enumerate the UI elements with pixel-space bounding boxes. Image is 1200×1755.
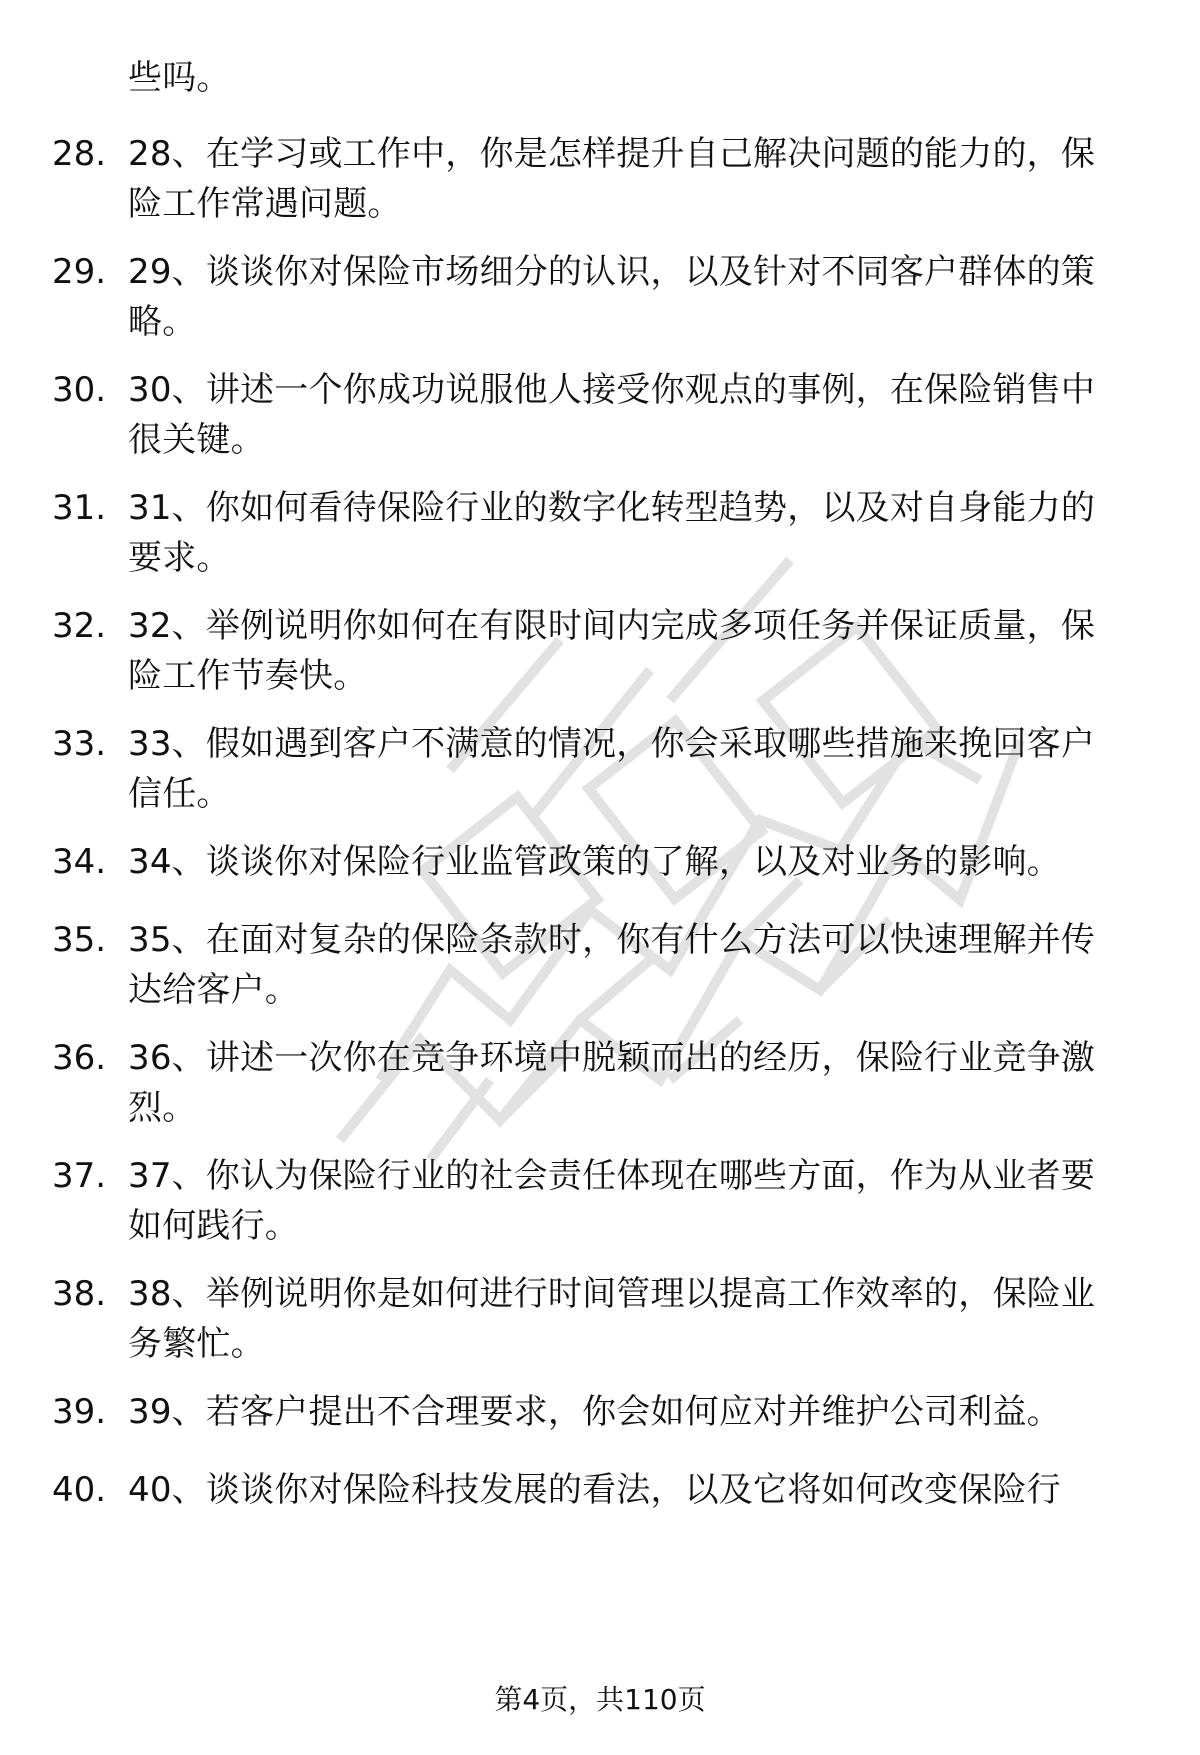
page-footer: 第4页，共110页 — [494, 1683, 706, 1716]
question-line: 38、举例说明你是如何进行时间管理以提高工作效率的，保险业 — [128, 1274, 1096, 1314]
question-number: 37. — [52, 1156, 107, 1196]
question-number: 33. — [52, 724, 107, 764]
question-line: 要求。 — [128, 538, 231, 578]
question-number: 29. — [52, 252, 107, 292]
question-number: 32. — [52, 606, 107, 646]
question-number: 31. — [52, 488, 107, 528]
question-line: 烈。 — [128, 1088, 197, 1128]
question-number: 35. — [52, 920, 107, 960]
question-line: 信任。 — [128, 774, 231, 814]
question-line: 险工作常遇问题。 — [128, 184, 402, 224]
question-line: 达给客户。 — [128, 970, 299, 1010]
question-line: 36、讲述一次你在竞争环境中脱颖而出的经历，保险行业竞争激 — [128, 1038, 1096, 1078]
question-line: 务繁忙。 — [128, 1324, 265, 1364]
question-line: 33、假如遇到客户不满意的情况，你会采取哪些措施来挽回客户 — [128, 724, 1096, 764]
question-line: 37、你认为保险行业的社会责任体现在哪些方面，作为从业者要 — [128, 1156, 1096, 1196]
question-line: 32、举例说明你如何在有限时间内完成多项任务并保证质量，保 — [128, 606, 1096, 646]
question-number: 28. — [52, 134, 107, 174]
question-line: 略。 — [128, 302, 197, 342]
question-line: 29、谈谈你对保险市场细分的认识，以及针对不同客户群体的策 — [128, 252, 1096, 292]
question-line: 39、若客户提出不合理要求，你会如何应对并维护公司利益。 — [128, 1392, 1061, 1432]
question-line: 很关键。 — [128, 420, 265, 460]
question-line: 40、谈谈你对保险科技发展的看法，以及它将如何改变保险行 — [128, 1470, 1061, 1510]
question-number: 39. — [52, 1392, 107, 1432]
question-line: 28、在学习或工作中，你是怎样提升自己解决问题的能力的，保 — [128, 134, 1096, 174]
question-line: 31、你如何看待保险行业的数字化转型趋势，以及对自身能力的 — [128, 488, 1096, 528]
continued-text: 些吗。 — [128, 58, 231, 98]
question-number: 40. — [52, 1470, 107, 1510]
question-number: 30. — [52, 370, 107, 410]
question-line: 34、谈谈你对保险行业监管政策的了解，以及对业务的影响。 — [128, 842, 1061, 882]
question-line: 险工作节奏快。 — [128, 656, 368, 696]
question-number: 38. — [52, 1274, 107, 1314]
question-number: 36. — [52, 1038, 107, 1078]
question-number: 34. — [52, 842, 107, 882]
question-line: 30、讲述一个你成功说服他人接受你观点的事例，在保险销售中 — [128, 370, 1096, 410]
question-line: 如何践行。 — [128, 1206, 299, 1246]
question-line: 35、在面对复杂的保险条款时，你有什么方法可以快速理解并传 — [128, 920, 1096, 960]
